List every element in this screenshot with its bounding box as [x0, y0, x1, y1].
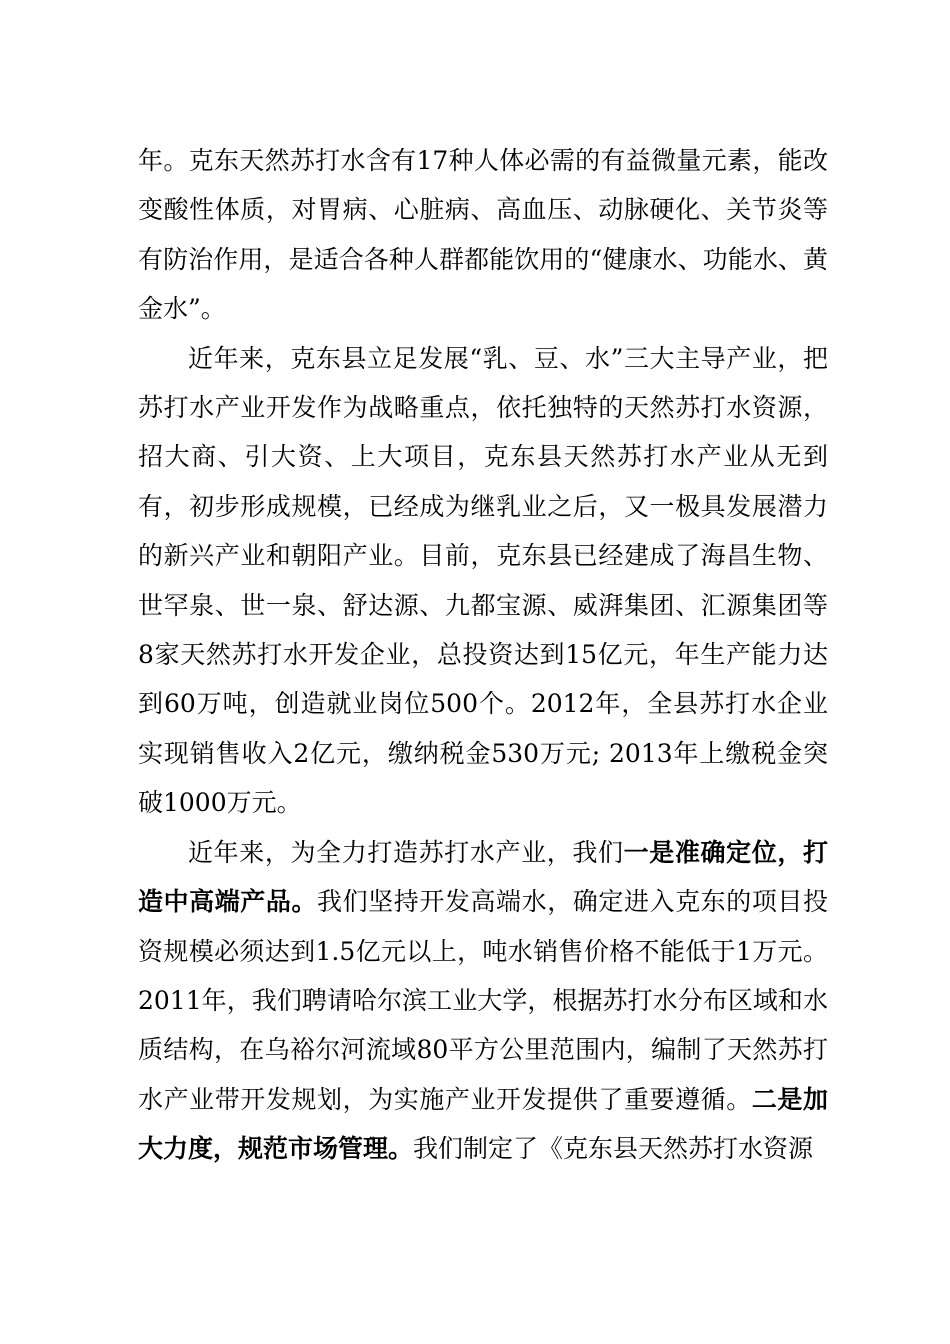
paragraph-1	[138, 136, 828, 334]
paragraph-3-run-2: 我们坚持开发高端水，确定进入克东的项目投资规模必须达到1.5亿元以上，吨水销售价格不能低于1万元。2011年，我们聘请哈尔滨工业大学，根据苏打水分布区域和水质结构，在乌裕尔河流域80平方公里范围内，编制了天然苏打水产业带开发规划，为实施产业开发提供了重要遵循。	[138, 887, 828, 1114]
paragraph-2	[138, 334, 828, 828]
paragraph-1-text: 年。克东天然苏打水含有17种人体必需的有益微量元素，能改变酸性体质，对胃病、心脏病、高血压、动脉硬化、关节炎等有防治作用，是适合各种人群都能饮用的“健康水、功能水、黄金水”。	[138, 146, 828, 324]
paragraph-3-heading-1: 一是准确定位，打造中高端产品。	[138, 837, 828, 917]
paragraph-3-heading-2: 二是加大力度，规范市场管理。	[138, 1084, 828, 1164]
document-body	[138, 136, 828, 1174]
paragraph-3-run-3: 我们制定了《克东县天然苏打水资源	[413, 1134, 814, 1164]
paragraph-2-text: 近年来，克东县立足发展“乳、豆、水”三大主导产业，把苏打水产业开发作为战略重点，依托独特的天然苏打水资源，招大商、引大资、上大项目，克东县天然苏打水产业从无到有，初步形成规模，已经成为继乳业之后，又一极具发展潜力的新兴产业和朝阳产业。目前，克东县已经建成了海昌生物、世罕泉、世一泉、舒达源、九都宝源、威湃集团、汇源集团等8家天然苏打水开发企业，总投资达到15亿元，年生产能力达到60万吨，创造就业岗位500个。2012年，全县苏打水企业实现销售收入2亿元，缴纳税金530万元; 2013年上缴税金突破1000万元。	[138, 343, 828, 818]
paragraph-3-run-1: 近年来，为全力打造苏打水产业，我们	[188, 837, 624, 867]
paragraph-3	[138, 828, 828, 1174]
